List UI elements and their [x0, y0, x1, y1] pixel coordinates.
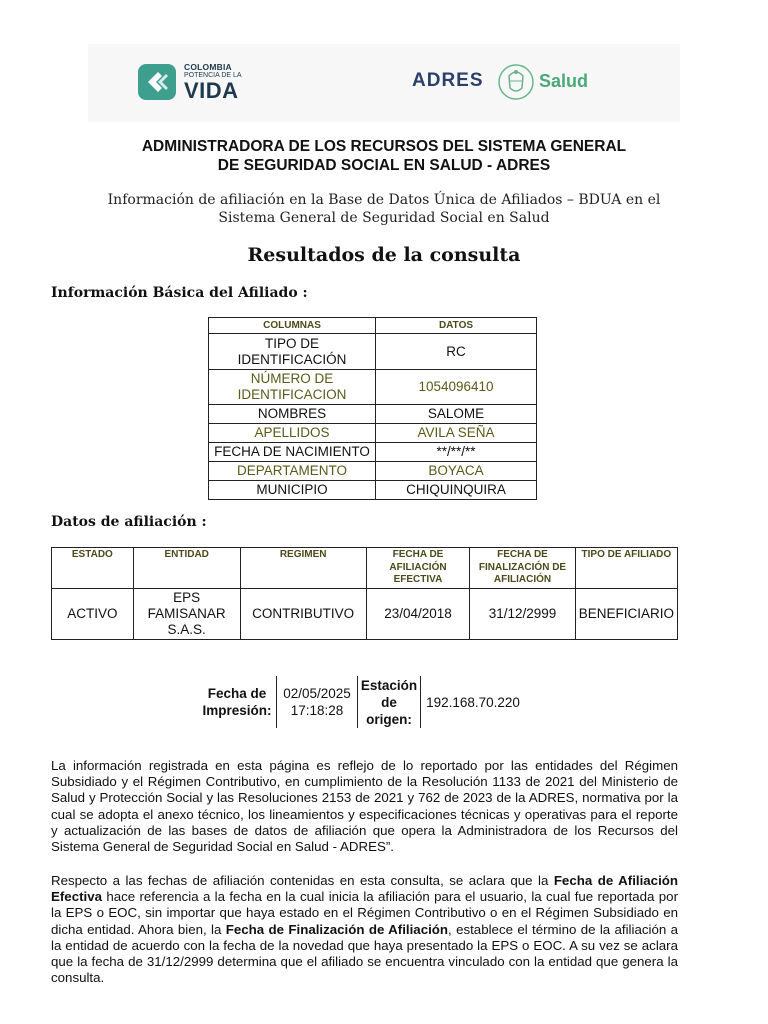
row-value: BOYACA: [376, 462, 537, 481]
disclaimer-paragraph-1: La información registrada en esta página es reflejo de lo reportado por las entidades del Régimen Subsidiado y el Régimen Contributivo, en cumplimiento de la Resolución 1133 de 2021 del Ministerio de Salud y Protección Social y las Resoluciones 2153 de 2021 y 762 de 2023 de la ADRES, normativa por la cual se adopta el anexo técnico, los lineamientos y especificaciones técnicas y operativas para el reporte y actualización de las bases de datos de afiliación que opera la Administradora de los Recursos del Sistema General de Seguridad Social en Salud - ADRES”.: [51, 758, 678, 855]
colombia-logo-mark-icon: [138, 64, 176, 100]
table-row: [209, 462, 537, 481]
page-title: [0, 137, 768, 175]
row-value: CHIQUINQUIRA: [376, 481, 537, 500]
data-header: DATOS: [376, 318, 537, 334]
results-heading: Resultados de la consulta: [247, 244, 521, 266]
estado-header: ESTADO: [52, 548, 134, 589]
row-value: **/**/**: [376, 443, 537, 462]
paragraph-2-text-1: Respecto a las fechas de afiliación contenidas en esta consulta, se aclara que la: [51, 873, 554, 888]
disclaimer-paragraph-2: [51, 873, 678, 986]
adres-wordmark: ADRES: [412, 70, 484, 91]
table-header-row: [209, 318, 537, 334]
fecha-finalizacion-bold: Fecha de Finalización de Afiliación: [225, 921, 449, 937]
estado-cell: ACTIVO: [52, 589, 134, 640]
regimen-cell: CONTRIBUTIVO: [240, 589, 366, 640]
fecha-finalizacion-header: FECHA DE FINALIZACIÓN DE AFILIACIÓN: [470, 548, 576, 589]
row-value: AVILA SEÑA: [376, 424, 537, 443]
title-line-1: ADMINISTRADORA DE LOS RECURSOS DEL SISTEMA GENERAL: [141, 138, 627, 155]
logo-line-3: VIDA: [184, 78, 239, 103]
tipo-afiliado-header: TIPO DE AFILIADO: [575, 548, 677, 589]
columns-header: COLUMNAS: [209, 318, 376, 334]
tipo-afiliado-cell: BENEFICIARIO: [575, 589, 677, 640]
fecha-impresion-value: 02/05/2025 17:18:28: [277, 676, 358, 728]
fecha-afiliacion-cell: 23/04/2018: [366, 589, 470, 640]
paragraph-2-text-3: , establece el término de la afiliación a la entidad de acuerdo con la fecha de la novedad que haya presentado la EPS o EOC. A su vez se aclara que la fecha de 31/12/2999 determina que el afiliado se encuentra vinculado con la entidad que genera la consulta.: [51, 921, 678, 986]
row-value: 1054096410: [376, 370, 537, 405]
table-row: [52, 589, 678, 640]
row-label: DEPARTAMENTO: [209, 462, 376, 481]
affiliation-heading: Datos de afiliación :: [51, 514, 207, 530]
row-value: SALOME: [376, 405, 537, 424]
coat-of-arms-icon: [496, 62, 536, 102]
print-info-table: [198, 676, 525, 728]
logo-line-2: POTENCIA DE LA: [184, 72, 242, 79]
row-label: TIPO DE IDENTIFICACIÓN: [209, 334, 376, 370]
logo-line-1: COLOMBIA: [184, 62, 232, 72]
row-label: NÚMERO DE IDENTIFICACION: [209, 370, 376, 405]
paragraph-2-text-2: hace referencia a la fecha en la cual inicia la afiliación para el usuario, la cual fue reportada por la EPS o EOC, sin importar que haya estado en el Régimen Contributivo o en el Régimen Subsidiado en dicha entidad. Ahora bien, la: [51, 889, 678, 937]
fecha-finalizacion-cell: 31/12/2999: [470, 589, 576, 640]
affiliation-table: [51, 547, 678, 640]
title-line-2: DE SEGURIDAD SOCIAL EN SALUD - ADRES: [217, 157, 551, 174]
table-row: [209, 481, 537, 500]
table-row: [209, 405, 537, 424]
regimen-header: REGIMEN: [240, 548, 366, 589]
page-subtitle: [0, 191, 768, 227]
basic-info-table: [208, 317, 537, 500]
table-row: [209, 370, 537, 405]
table-header-row: [52, 548, 678, 589]
fecha-afiliacion-header: FECHA DE AFILIACIÓN EFECTIVA: [366, 548, 470, 589]
row-label: FECHA DE NACIMIENTO: [209, 443, 376, 462]
estacion-origen-value: 192.168.70.220: [421, 676, 526, 728]
salud-wordmark: Salud: [539, 71, 589, 91]
entidad-header: ENTIDAD: [133, 548, 240, 589]
table-row: [209, 334, 537, 370]
colombia-potencia-logo: [138, 60, 258, 104]
table-row: [209, 443, 537, 462]
row-label: NOMBRES: [209, 405, 376, 424]
subtitle-line-1: Información de afiliación en la Base de Datos Única de Afiliados – BDUA en el: [107, 192, 661, 208]
table-row: [209, 424, 537, 443]
basic-info-heading: Información Básica del Afiliado :: [51, 285, 308, 301]
row-label: APELLIDOS: [209, 424, 376, 443]
print-info-row: [198, 676, 525, 728]
adres-salud-logo: [412, 60, 592, 104]
row-value: RC: [376, 334, 537, 370]
estacion-origen-label: Estación de origen:: [358, 676, 421, 728]
fecha-impresion-label: Fecha de Impresión:: [202, 686, 272, 718]
row-label: MUNICIPIO: [209, 481, 376, 500]
subtitle-line-2: Sistema General de Seguridad Social en Salud: [218, 210, 550, 226]
fecha-afiliacion-efectiva-bold: Fecha de Afiliación Efectiva: [51, 873, 679, 905]
entidad-cell: EPS FAMISANAR S.A.S.: [133, 589, 240, 640]
